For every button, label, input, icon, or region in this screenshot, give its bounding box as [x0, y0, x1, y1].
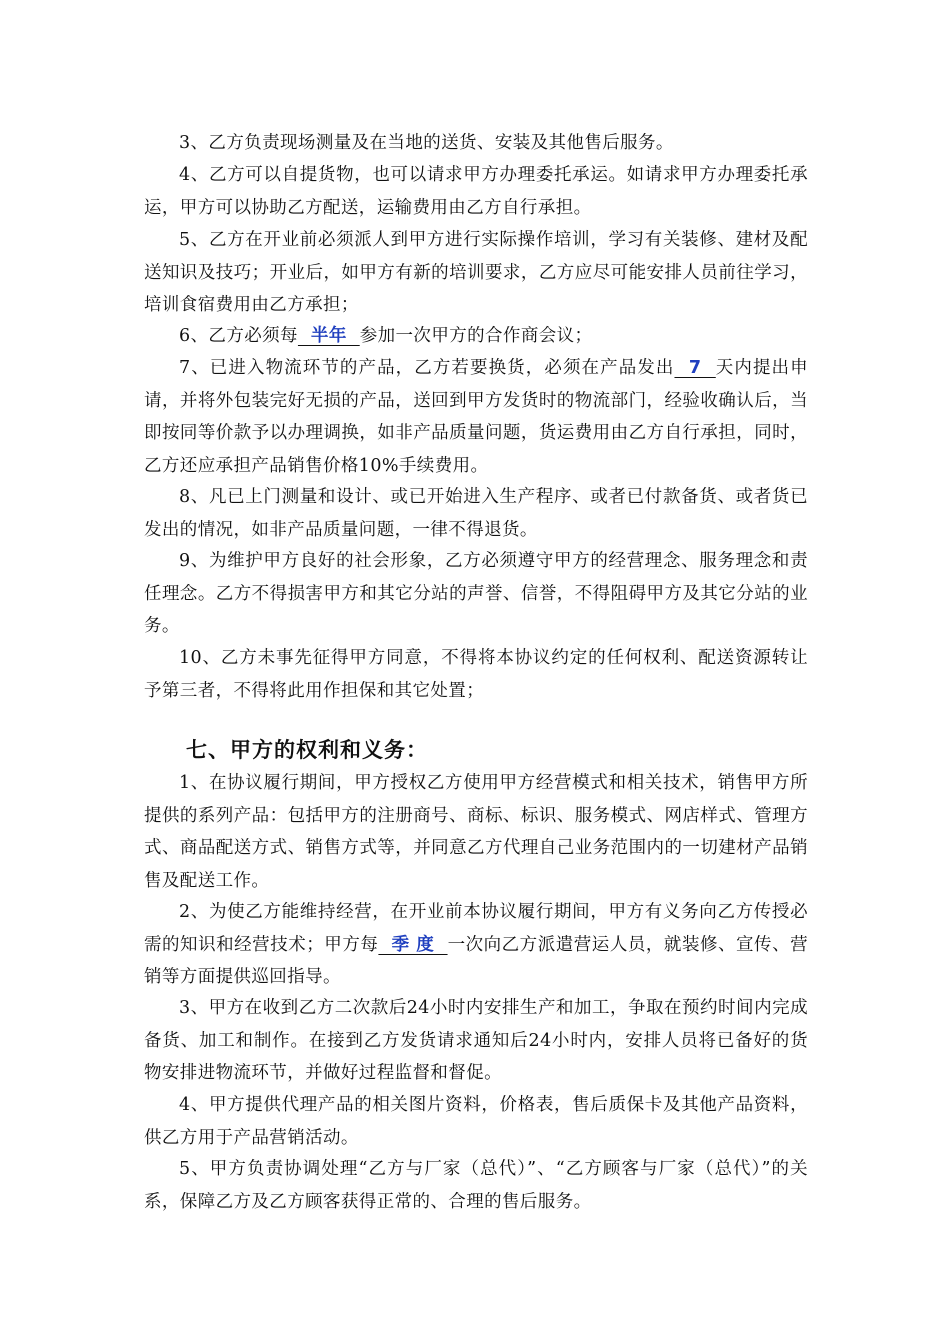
guidance-frequency-fill: 季 度: [378, 934, 448, 955]
clause-6-6-text-a: 6、乙方必须每: [179, 326, 298, 346]
clause-7-4: 4、甲方提供代理产品的相关图片资料，价格表，售后质保卡及其他产品资料，供乙方用于产品营销活动。: [144, 1095, 808, 1148]
clause-7-5: 5、甲方负责协调处理“乙方与厂家（总代）”、“乙方顾客与厂家（总代）”的关系，保障乙方及乙方顾客获得正常的、合理的售后服务。: [144, 1159, 808, 1212]
clause-7-2-text-b: 一次向乙方派遣营运人员，就装修、宣传、营销等方面提供巡回指导。: [144, 934, 809, 987]
section-7-heading: 七、甲方的权利和义务：: [186, 738, 428, 762]
clause-7-3: 3、甲方在收到乙方二次款后24小时内安排生产和加工，争取在预约时间内完成备货、加工和制作。在接到乙方发货请求通知后24小时内，安排人员将已备好的货物安排进物流环节，并做好过程监督和督促。: [144, 998, 808, 1083]
clause-6-10: 10、乙方未事先征得甲方同意，不得将本协议约定的任何权利、配送资源转让予第三者，不得将此用作担保和其它处置；: [144, 648, 808, 701]
exchange-days-fill: 7: [674, 358, 716, 378]
clause-6-8: 8、凡已上门测量和设计、或已开始进入生产程序、或者已付款备货、或者货已发出的情况，如非产品质量问题，一律不得退货。: [144, 487, 808, 540]
clause-6-7-text-b: 天内提出申请，并将外包装完好无损的产品，送回到甲方发货时的物流部门，经验收确认后，当即按同等价款予以办理调换，如非产品质量问题，货运费用由乙方自行承担，同时，乙方还应承担产品销售价格10%手续费用。: [144, 358, 809, 476]
clause-6-6-text-b: 参加一次甲方的合作商会议；: [359, 326, 593, 346]
clause-6-4: 4、乙方可以自提货物，也可以请求甲方办理委托承运。如请求甲方办理委托承运，甲方可以协助乙方配送，运输费用由乙方自行承担。: [144, 165, 808, 218]
clause-6-9: 9、为维护甲方良好的社会形象，乙方必须遵守甲方的经营理念、服务理念和责任理念。乙方不得损害甲方和其它分站的声誉、信誉，不得阻碍甲方及其它分站的业务。: [144, 551, 808, 636]
clause-7-1: 1、在协议履行期间，甲方授权乙方使用甲方经营模式和相关技术，销售甲方所提供的系列产品：包括甲方的注册商号、商标、标识、服务模式、网店样式、管理方式、商品配送方式、销售方式等，并同意乙方代理自己业务范围内的一切建材产品销售及配送工作。: [144, 773, 808, 891]
meeting-frequency-fill: 半年: [297, 326, 360, 346]
clause-6-7-text-a: 7、已进入物流环节的产品，乙方若要换货，必须在产品发出: [179, 358, 675, 378]
clause-6-6: [144, 320, 808, 353]
clause-7-2: [144, 896, 808, 994]
clause-6-7: [144, 352, 808, 482]
clause-6-5: 5、乙方在开业前必须派人到甲方进行实际操作培训，学习有关装修、建材及配送知识及技巧；开业后，如甲方有新的培训要求，乙方应尽可能安排人员前往学习，培训食宿费用由乙方承担；: [144, 230, 808, 315]
clause-7-2-text-a: 2、为使乙方能维持经营，在开业前本协议履行期间，甲方有义务向乙方传授必需的知识和经营技术；甲方每: [144, 902, 808, 955]
clause-6-3: 3、乙方负责现场测量及在当地的送货、安装及其他售后服务。: [179, 133, 674, 153]
